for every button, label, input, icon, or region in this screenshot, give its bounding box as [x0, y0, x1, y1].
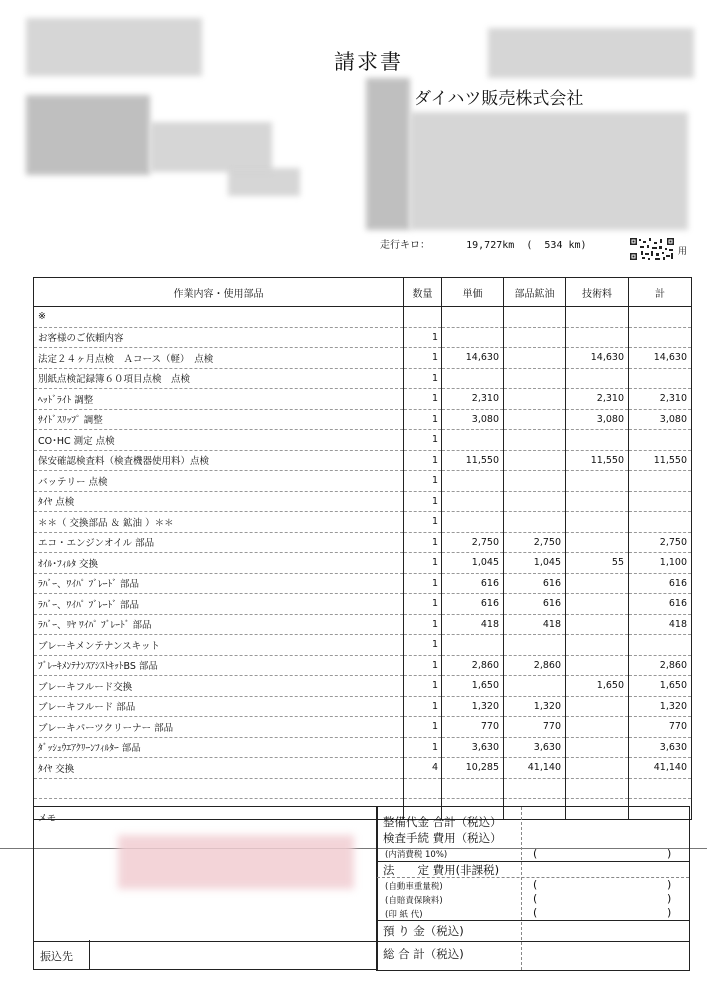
row-total: 3,080: [629, 409, 692, 430]
row-parts: 2,750: [504, 532, 566, 553]
header-unit-price: 単価: [442, 278, 504, 307]
row-labor: 55: [566, 553, 629, 574]
table-row: [34, 327, 692, 348]
row-total: 2,310: [629, 389, 692, 410]
redacted-header-right: [488, 28, 694, 78]
row-parts: 616: [504, 573, 566, 594]
row-labor: [566, 655, 629, 676]
row-unit-price: 1,045: [442, 553, 504, 574]
header-labor: 技術料: [566, 278, 629, 307]
maintenance-total-label: 整備代金 合計（税込）: [383, 815, 502, 829]
row-labor: [566, 737, 629, 758]
row-unit-price: 11,550: [442, 450, 504, 471]
row-unit-price: [442, 491, 504, 512]
memo-label: メモ: [38, 814, 57, 824]
row-parts: 3,630: [504, 737, 566, 758]
row-description: ＊＊（ 交換部品 ＆ 鉱油 ）＊＊: [34, 512, 404, 533]
row-unit-price: [442, 512, 504, 533]
row-labor: [566, 573, 629, 594]
row-parts: [504, 471, 566, 492]
table-row: [34, 450, 692, 471]
row-labor: [566, 614, 629, 635]
row-parts: 1,320: [504, 696, 566, 717]
row-description: ﾍｯﾄﾞﾗｲﾄ 調整: [34, 389, 404, 410]
row-description: エコ・エンジンオイル 部品: [34, 532, 404, 553]
weight-tax-paren-close: ): [667, 878, 672, 891]
summary-rule-3: [377, 920, 689, 921]
row-labor: 1,650: [566, 676, 629, 697]
row-labor: [566, 327, 629, 348]
table-row: [34, 573, 692, 594]
table-row: [34, 389, 692, 410]
row-parts: 41,140: [504, 758, 566, 779]
row-qty: 1: [404, 491, 442, 512]
row-description: ブレーキパーツクリーナー 部品: [34, 717, 404, 738]
row-unit-price: [442, 307, 504, 328]
table-row: [34, 471, 692, 492]
row-labor: [566, 635, 629, 656]
tax-note-label: (内消費税 10%): [385, 850, 448, 860]
payee-label: 振込先: [40, 950, 73, 963]
row-parts: [504, 512, 566, 533]
row-labor: [566, 471, 629, 492]
mileage-value: 19,727km: [466, 240, 515, 251]
row-total: [629, 471, 692, 492]
row-description: ﾗﾊﾞｰ、ﾘﾔ ﾜｲﾊﾟ ﾌﾞﾚｰﾄﾞ 部品: [34, 614, 404, 635]
redacted-company-logo: [366, 78, 410, 230]
row-description: ﾀｲﾔ 点検: [34, 491, 404, 512]
row-qty: [404, 307, 442, 328]
table-row: [34, 409, 692, 430]
row-total: 1,650: [629, 676, 692, 697]
memo-box: [33, 806, 378, 942]
row-total: 14,630: [629, 348, 692, 369]
row-total: 41,140: [629, 758, 692, 779]
table-row: [34, 778, 692, 799]
row-qty: 1: [404, 430, 442, 451]
table-body: [34, 307, 692, 820]
row-labor: [566, 430, 629, 451]
row-total: 11,550: [629, 450, 692, 471]
row-unit-price: 14,630: [442, 348, 504, 369]
company-name: ダイハツ販売株式会社: [414, 89, 584, 109]
stamp-paren-open: (: [533, 906, 538, 919]
row-unit-price: 10,285: [442, 758, 504, 779]
weight-tax-paren-open: (: [533, 878, 538, 891]
row-unit-price: 3,630: [442, 737, 504, 758]
row-unit-price: 770: [442, 717, 504, 738]
row-parts: 616: [504, 594, 566, 615]
summary-rule-4: [377, 941, 689, 942]
row-qty: 1: [404, 655, 442, 676]
row-qty: 1: [404, 737, 442, 758]
table-row: [34, 696, 692, 717]
row-parts: [504, 778, 566, 799]
row-unit-price: 616: [442, 573, 504, 594]
row-description: ﾗﾊﾞｰ、ﾜｲﾊﾟ ﾌﾞﾚｰﾄﾞ 部品: [34, 573, 404, 594]
row-labor: [566, 512, 629, 533]
table-row: [34, 553, 692, 574]
table-header-row: [34, 278, 692, 307]
row-total: 418: [629, 614, 692, 635]
table-row: [34, 368, 692, 389]
header-total: 計: [629, 278, 692, 307]
row-qty: 1: [404, 573, 442, 594]
row-labor: 14,630: [566, 348, 629, 369]
mileage-extra: ( 534 km): [526, 240, 587, 251]
mileage-line: [380, 236, 587, 251]
row-qty: 1: [404, 327, 442, 348]
header-description: 作業内容・使用部品: [34, 278, 404, 307]
row-description: ブレーキフルード交換: [34, 676, 404, 697]
weight-tax-label: (自動車重量税): [385, 882, 443, 892]
row-unit-price: 2,310: [442, 389, 504, 410]
row-qty: 1: [404, 594, 442, 615]
row-labor: [566, 594, 629, 615]
row-description: 別紙点検記録簿６０項目点検 点検: [34, 368, 404, 389]
row-description: ﾀﾞｯｼｭｳｴｱｸﾘｰﾝﾌｨﾙﾀｰ 部品: [34, 737, 404, 758]
row-parts: [504, 450, 566, 471]
tax-paren-close: ): [667, 847, 672, 860]
row-qty: 4: [404, 758, 442, 779]
qr-suffix-label: 用: [678, 247, 688, 257]
table-row: [34, 430, 692, 451]
row-description: ブレーキフルード 部品: [34, 696, 404, 717]
summary-box: [376, 806, 690, 971]
table-row: [34, 737, 692, 758]
row-parts: [504, 348, 566, 369]
insurance-paren-open: (: [533, 892, 538, 905]
row-description: ﾀｲﾔ 交換: [34, 758, 404, 779]
stamp-label: (印 紙 代): [385, 910, 423, 920]
row-total: 3,630: [629, 737, 692, 758]
row-qty: 1: [404, 389, 442, 410]
row-unit-price: 616: [442, 594, 504, 615]
header-qty: 数量: [404, 278, 442, 307]
row-labor: 11,550: [566, 450, 629, 471]
row-parts: 418: [504, 614, 566, 635]
row-parts: 1,045: [504, 553, 566, 574]
insurance-paren-close: ): [667, 892, 672, 905]
row-description: ※: [34, 307, 404, 328]
redacted-company-address: [410, 112, 688, 230]
row-parts: 770: [504, 717, 566, 738]
row-unit-price: [442, 471, 504, 492]
row-description: お客様のご依頼内容: [34, 327, 404, 348]
qr-code-icon: [629, 237, 675, 261]
row-parts: [504, 307, 566, 328]
row-total: [629, 635, 692, 656]
row-total: 1,100: [629, 553, 692, 574]
row-description: [34, 778, 404, 799]
table-row: [34, 532, 692, 553]
table-row: [34, 491, 692, 512]
row-parts: [504, 327, 566, 348]
redacted-customer-name: [26, 18, 202, 76]
table-row: [34, 348, 692, 369]
row-description: 法定２４ヶ月点検 Ａコース（軽） 点検: [34, 348, 404, 369]
row-total: [629, 430, 692, 451]
row-qty: 1: [404, 471, 442, 492]
stamp-paren-close: ): [667, 906, 672, 919]
row-unit-price: [442, 327, 504, 348]
row-qty: 1: [404, 532, 442, 553]
document-title: 請求書: [334, 50, 403, 74]
row-description: ﾌﾞﾚｰｷﾒﾝﾃﾅﾝｽｱｼｽﾄｷｯﾄBS 部品: [34, 655, 404, 676]
row-qty: 1: [404, 717, 442, 738]
row-total: [629, 778, 692, 799]
row-qty: 1: [404, 553, 442, 574]
row-description: CO･HC 測定 点検: [34, 430, 404, 451]
row-total: 2,750: [629, 532, 692, 553]
deposit-label: 預 り 金（税込): [383, 924, 464, 938]
redacted-customer-extra: [228, 168, 300, 196]
row-unit-price: [442, 778, 504, 799]
redacted-customer-detail: [150, 122, 272, 172]
row-qty: 1: [404, 696, 442, 717]
row-total: [629, 512, 692, 533]
table-row: [34, 512, 692, 533]
row-qty: 1: [404, 450, 442, 471]
table-row: [34, 614, 692, 635]
row-qty: 1: [404, 676, 442, 697]
row-unit-price: [442, 368, 504, 389]
row-unit-price: 2,860: [442, 655, 504, 676]
row-labor: [566, 532, 629, 553]
redacted-memo-content: [118, 835, 354, 889]
row-labor: 3,080: [566, 409, 629, 430]
row-labor: [566, 491, 629, 512]
row-total: [629, 491, 692, 512]
row-total: 616: [629, 573, 692, 594]
table-row: [34, 307, 692, 328]
row-labor: [566, 778, 629, 799]
row-description: ﾗﾊﾞｰ、ﾜｲﾊﾟ ﾌﾞﾚｰﾄﾞ 部品: [34, 594, 404, 615]
row-total: [629, 368, 692, 389]
invoice-items-table: [33, 277, 692, 820]
row-unit-price: 1,320: [442, 696, 504, 717]
row-parts: [504, 676, 566, 697]
row-parts: [504, 409, 566, 430]
legal-fee-label: 法 定 費用(非課税): [383, 863, 500, 877]
row-labor: 2,310: [566, 389, 629, 410]
row-parts: [504, 491, 566, 512]
payee-divider: [89, 940, 90, 969]
row-unit-price: 418: [442, 614, 504, 635]
tax-paren-open: (: [533, 847, 538, 860]
row-labor: [566, 368, 629, 389]
table-row: [34, 635, 692, 656]
row-total: 1,320: [629, 696, 692, 717]
row-unit-price: 3,080: [442, 409, 504, 430]
row-labor: [566, 758, 629, 779]
summary-divider: [521, 807, 523, 970]
header-parts: 部品鉱油: [504, 278, 566, 307]
row-total: 770: [629, 717, 692, 738]
row-total: [629, 327, 692, 348]
row-qty: [404, 778, 442, 799]
table-row: [34, 758, 692, 779]
row-unit-price: 2,750: [442, 532, 504, 553]
row-description: バッテリー 点検: [34, 471, 404, 492]
mileage-label: 走行キロ：: [380, 240, 430, 251]
row-total: 616: [629, 594, 692, 615]
row-labor: [566, 717, 629, 738]
row-qty: 1: [404, 635, 442, 656]
row-total: 2,860: [629, 655, 692, 676]
row-total: [629, 307, 692, 328]
row-qty: 1: [404, 512, 442, 533]
table-row: [34, 594, 692, 615]
row-qty: 1: [404, 409, 442, 430]
row-unit-price: 1,650: [442, 676, 504, 697]
row-description: ｻｲﾄﾞｽﾘｯﾌﾟ 調整: [34, 409, 404, 430]
row-parts: [504, 389, 566, 410]
row-unit-price: [442, 430, 504, 451]
row-parts: 2,860: [504, 655, 566, 676]
table-row: [34, 717, 692, 738]
row-labor: [566, 307, 629, 328]
row-parts: [504, 430, 566, 451]
table-row: [34, 676, 692, 697]
row-labor: [566, 696, 629, 717]
row-parts: [504, 635, 566, 656]
liability-insurance-label: (自賠責保険料): [385, 896, 443, 906]
redacted-customer-address: [26, 95, 150, 175]
row-qty: 1: [404, 348, 442, 369]
row-qty: 1: [404, 368, 442, 389]
inspection-fee-label: 検査手続 費用（税込）: [383, 831, 502, 845]
row-description: 保安確認検査料（検査機器使用料）点検: [34, 450, 404, 471]
row-description: ブレーキメンテナンスキット: [34, 635, 404, 656]
grand-total-label: 総 合 計（税込): [383, 947, 464, 961]
row-description: ｵｲﾙ･ﾌｨﾙﾀ 交換: [34, 553, 404, 574]
row-unit-price: [442, 635, 504, 656]
table-row: [34, 655, 692, 676]
row-parts: [504, 368, 566, 389]
payee-box: [33, 940, 378, 970]
row-qty: 1: [404, 614, 442, 635]
